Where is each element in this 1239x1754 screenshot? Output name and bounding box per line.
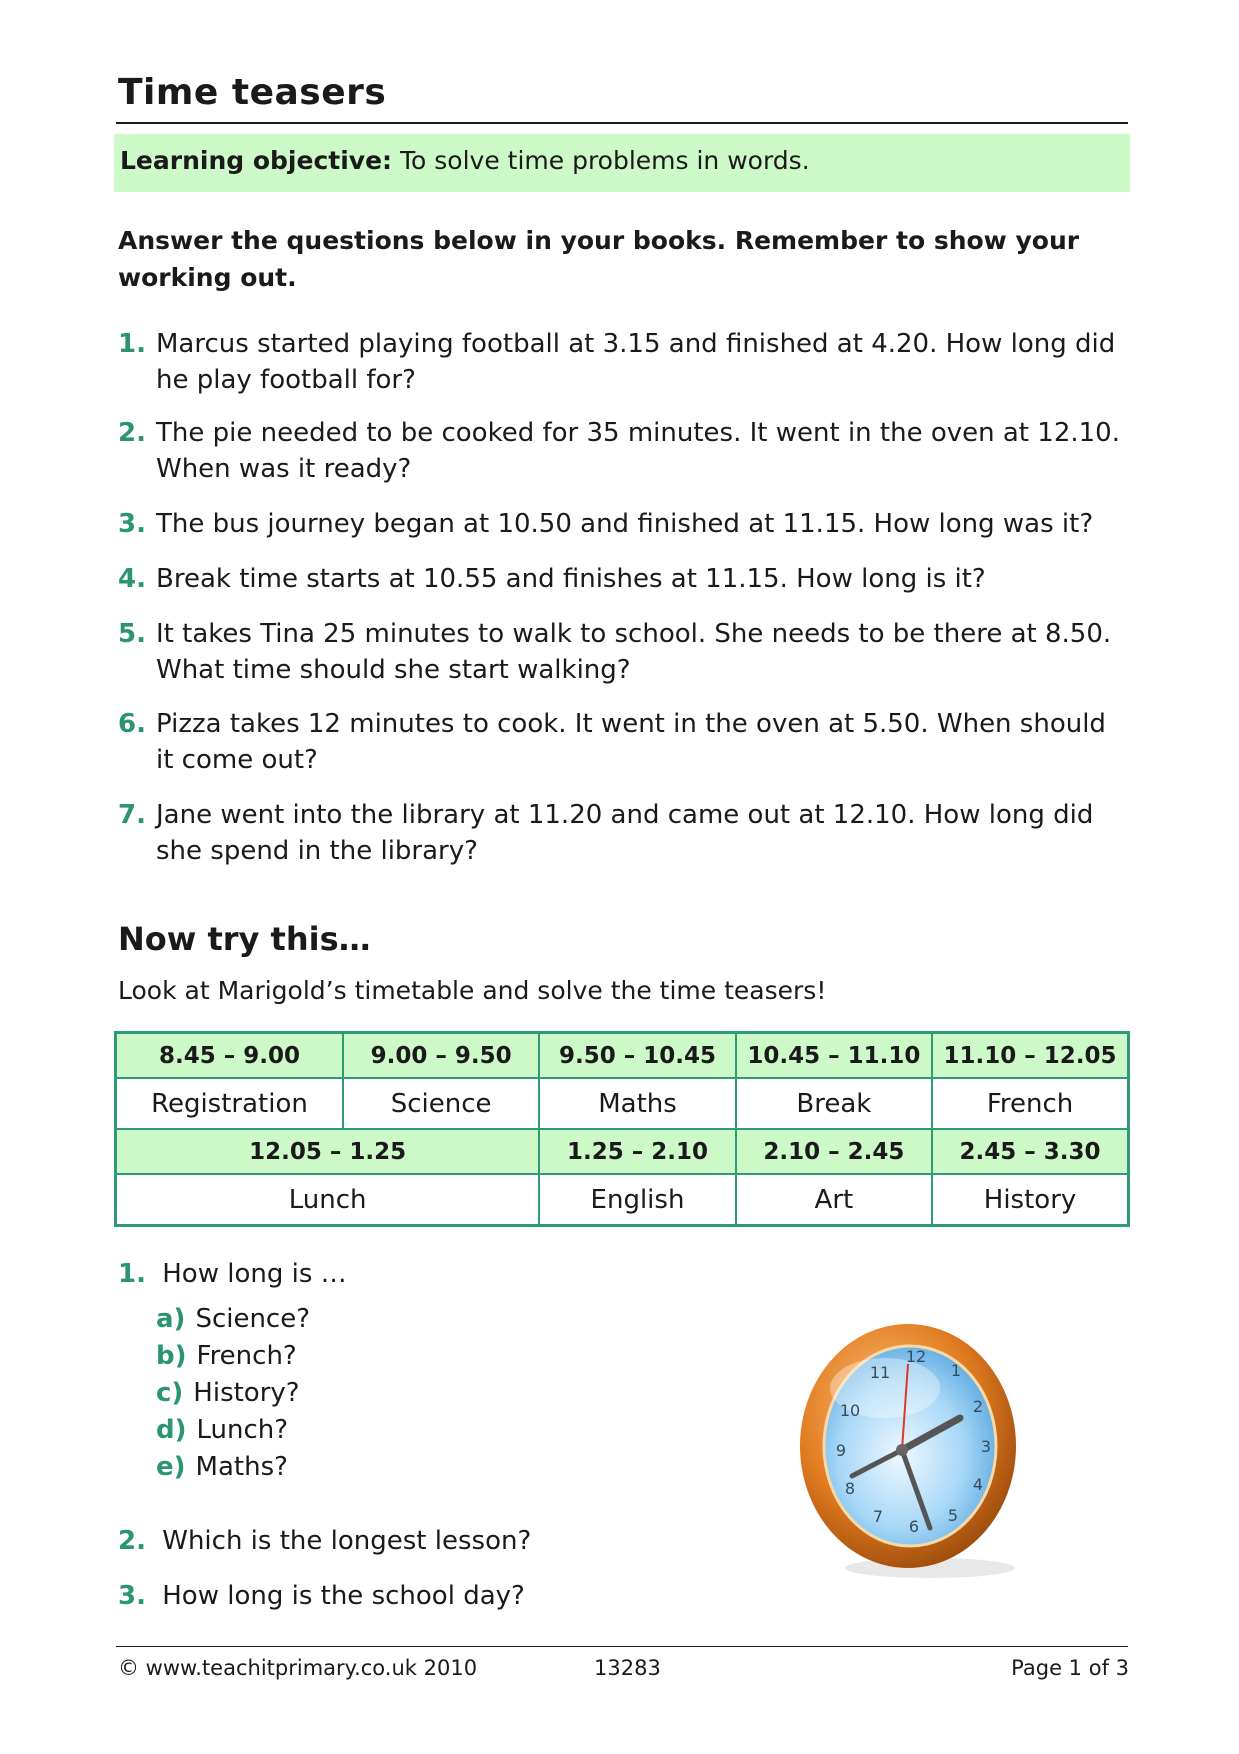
title-divider [116, 122, 1128, 124]
part-letter: b) [156, 1341, 187, 1371]
question-text: Which is the longest lesson? [162, 1526, 532, 1556]
instructions: Answer the questions below in your books. Remember to show your working out. [118, 226, 1080, 292]
question-5 [118, 616, 1128, 688]
section-heading: Now try this… [118, 920, 371, 958]
question-3 [118, 506, 1128, 542]
timetable-subject-cell: English [539, 1174, 735, 1225]
clock-numeral: 12 [905, 1347, 927, 1366]
question-number: 3. [118, 1581, 146, 1611]
clock-illustration [790, 1318, 1030, 1580]
question-text: Jane went into the library at 11.20 and came out at 12.10. How long did she spend in the library? [156, 800, 1094, 866]
teaser-question-3 [118, 1578, 525, 1614]
part-text: French? [196, 1341, 297, 1371]
question-text: The pie needed to be cooked for 35 minutes. It went in the oven at 12.10. When was it ready? [156, 418, 1120, 484]
clock-numeral: 6 [908, 1517, 920, 1536]
part-text: Maths? [195, 1452, 288, 1482]
question-6 [118, 706, 1128, 778]
question-number: 1. [118, 1259, 146, 1289]
timetable-time-cell: 12.05 – 1.25 [116, 1129, 540, 1174]
clock-numeral: 2 [972, 1397, 984, 1416]
timetable-subject-cell: Registration [116, 1078, 343, 1129]
question-text: Pizza takes 12 minutes to cook. It went in the oven at 5.50. When should it come out? [156, 709, 1106, 775]
part-letter: c) [156, 1378, 184, 1408]
question-number: 1. [118, 329, 146, 359]
clock-numeral: 9 [835, 1441, 847, 1460]
question-number: 5. [118, 619, 146, 649]
question-number: 2. [118, 418, 146, 448]
clock-numeral: 4 [972, 1475, 984, 1494]
objective-text: To solve time problems in words. [392, 146, 810, 175]
part-letter: d) [156, 1415, 187, 1445]
timetable-subject-cell: French [932, 1078, 1128, 1129]
teaser-part-b [156, 1338, 297, 1374]
clock-numeral: 11 [869, 1363, 891, 1382]
clock-center-pin [896, 1444, 908, 1456]
timetable-time-cell: 2.45 – 3.30 [932, 1129, 1128, 1174]
timetable-subject-cell: Art [736, 1174, 932, 1225]
page-title: Time teasers [118, 72, 387, 113]
timetable-row-subjects [116, 1078, 1129, 1129]
timetable-subject-cell: Maths [539, 1078, 735, 1129]
clock-numeral: 1 [950, 1361, 962, 1380]
timetable-time-cell: 11.10 – 12.05 [932, 1033, 1128, 1079]
timetable-row-subjects [116, 1174, 1129, 1225]
teaser-question-2 [118, 1523, 531, 1559]
timetable-subject-cell: Lunch [116, 1174, 540, 1225]
clock-numeral: 3 [980, 1437, 992, 1456]
timetable-time-cell: 8.45 – 9.00 [116, 1033, 343, 1079]
footer-resource-code: 13283 [594, 1656, 661, 1680]
timetable-subject-cell: Break [736, 1078, 932, 1129]
question-number: 6. [118, 709, 146, 739]
teaser-part-d [156, 1412, 288, 1448]
question-text: How long is … [162, 1259, 347, 1289]
timetable-time-cell: 9.00 – 9.50 [343, 1033, 539, 1079]
timetable [114, 1031, 1130, 1227]
clock-numeral: 10 [839, 1401, 861, 1420]
question-text: How long is the school day? [162, 1581, 525, 1611]
clock-numeral: 8 [844, 1479, 856, 1498]
timetable-time-cell: 1.25 – 2.10 [539, 1129, 735, 1174]
teaser-part-c [156, 1375, 300, 1411]
part-letter: a) [156, 1304, 186, 1334]
timetable-row-times [116, 1129, 1129, 1174]
question-7 [118, 797, 1128, 869]
question-number: 4. [118, 564, 146, 594]
teaser-part-a [156, 1301, 310, 1337]
footer-page-number: Page 1 of 3 [1011, 1656, 1129, 1680]
question-number: 2. [118, 1526, 146, 1556]
question-4 [118, 561, 1128, 597]
clock-numeral: 7 [872, 1507, 884, 1526]
part-text: Science? [195, 1304, 311, 1334]
part-letter: e) [156, 1452, 186, 1482]
timetable-subject-cell: History [932, 1174, 1128, 1225]
learning-objective-banner [114, 134, 1130, 192]
question-text: Break time starts at 10.55 and finishes at 11.15. How long is it? [156, 564, 986, 594]
clock-numeral: 5 [947, 1506, 959, 1525]
question-text: Marcus started playing football at 3.15 and finished at 4.20. How long did he play football for? [156, 329, 1116, 395]
teaser-question-1 [118, 1256, 347, 1292]
timetable-time-cell: 10.45 – 11.10 [736, 1033, 932, 1079]
question-text: The bus journey began at 10.50 and finished at 11.15. How long was it? [156, 509, 1094, 539]
objective-label: Learning objective: [120, 146, 393, 175]
part-text: Lunch? [196, 1415, 289, 1445]
teaser-part-e [156, 1449, 288, 1485]
question-2 [118, 415, 1128, 487]
timetable-subject-cell: Science [343, 1078, 539, 1129]
section-intro: Look at Marigold’s timetable and solve the time teasers! [118, 976, 827, 1005]
timetable-time-cell: 9.50 – 10.45 [539, 1033, 735, 1079]
footer-copyright: © www.teachitprimary.co.uk 2010 [118, 1656, 478, 1680]
timetable-time-cell: 2.10 – 2.45 [736, 1129, 932, 1174]
timetable-row-times [116, 1033, 1129, 1079]
question-number: 3. [118, 509, 146, 539]
part-text: History? [193, 1378, 300, 1408]
question-number: 7. [118, 800, 146, 830]
question-text: It takes Tina 25 minutes to walk to school. She needs to be there at 8.50. What time should she start walking? [156, 619, 1112, 685]
question-1 [118, 326, 1128, 398]
footer-divider [116, 1646, 1128, 1647]
